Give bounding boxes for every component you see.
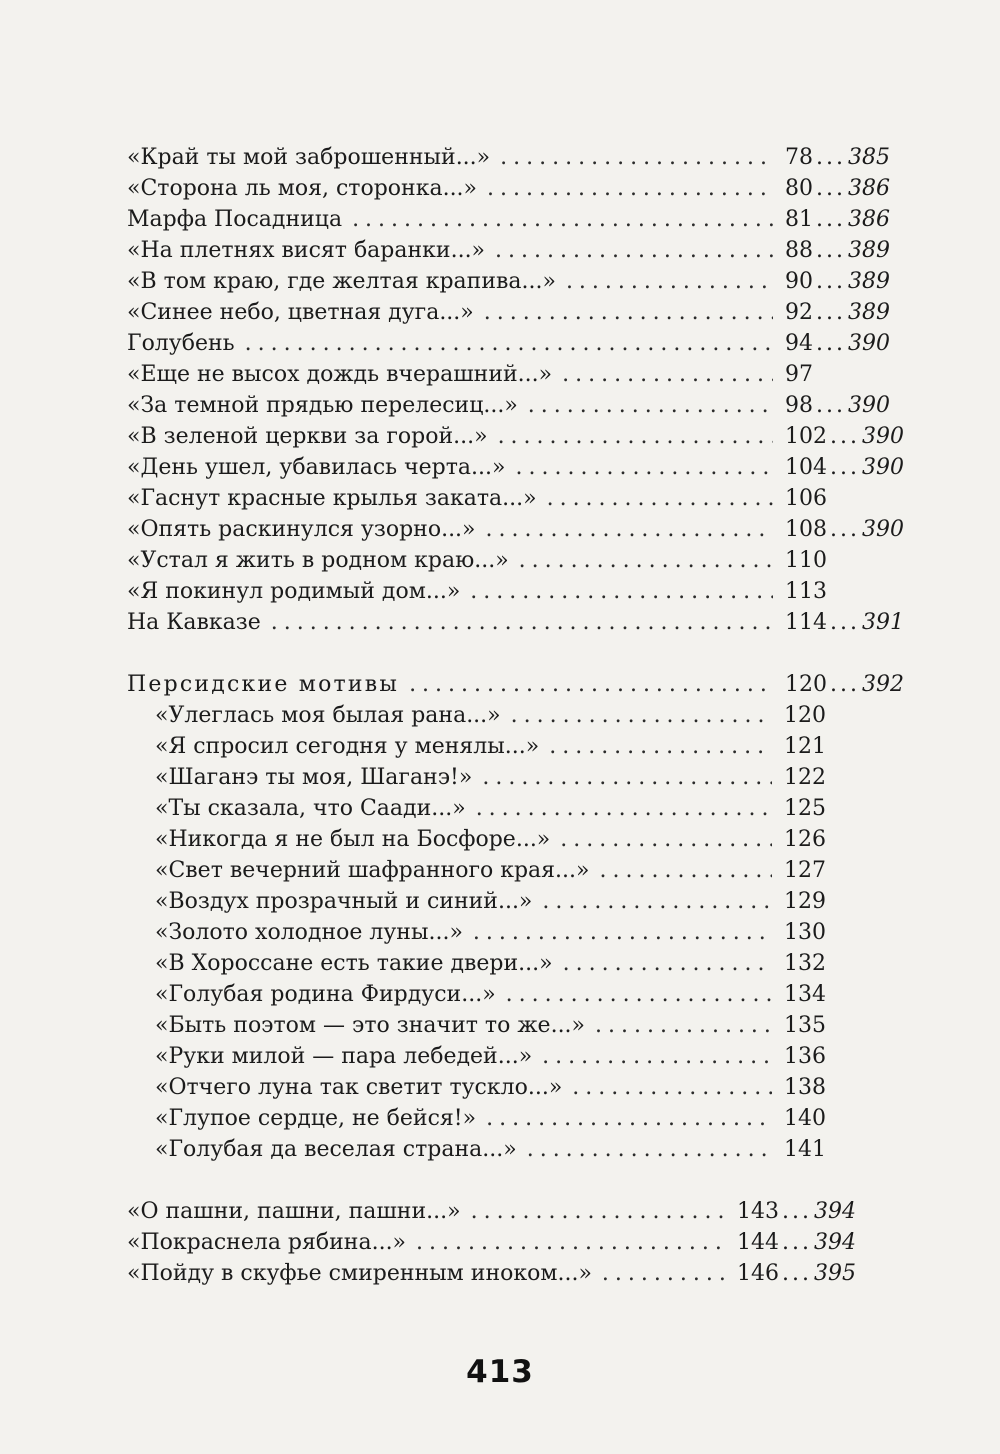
dot-leader: [416, 1227, 725, 1258]
toc-entry: [127, 452, 904, 483]
text-page-number: 138: [784, 1075, 826, 1100]
dot-leader: [572, 1072, 772, 1103]
dot-leader: [271, 607, 773, 638]
text-page-number: 90: [785, 269, 813, 294]
entry-page-ref: [784, 1103, 876, 1134]
commentary-page-number: 389: [847, 238, 890, 263]
toc-entry: [127, 1196, 877, 1227]
text-page-number: 113: [785, 579, 827, 604]
toc-subentry: [127, 793, 876, 824]
toc-subentry: [127, 762, 876, 793]
entry-page-ref: [785, 514, 904, 545]
entry-title: «Опять раскинулся узорно...»: [127, 517, 476, 542]
entry-page-ref: [784, 855, 876, 886]
dot-leader: [549, 731, 772, 762]
entry-page-ref: [784, 1134, 876, 1165]
entry-page-ref: [785, 545, 877, 576]
dot-leader: [487, 173, 773, 204]
text-page-number: 135: [784, 1013, 826, 1038]
text-page-number: 129: [784, 889, 826, 914]
entry-page-ref: [784, 979, 876, 1010]
text-page-number: 110: [785, 548, 827, 573]
entry-title: «День ушел, убавилась черта...»: [127, 455, 506, 480]
entry-title: «Край ты мой заброшенный...»: [127, 145, 491, 170]
dot-leader: [562, 359, 773, 390]
text-page-number: 134: [784, 982, 826, 1007]
page-separator-dots: ...: [816, 145, 846, 170]
page-separator-dots: ...: [816, 269, 846, 294]
entry-title: «Устал я жить в родном краю...»: [127, 548, 509, 573]
dot-leader: [516, 452, 774, 483]
toc-entry: [127, 173, 890, 204]
toc-subentry: [127, 1072, 876, 1103]
toc-entry: [127, 142, 890, 173]
entry-page-ref: [784, 1072, 876, 1103]
toc-subentry: [127, 1041, 876, 1072]
text-page-number: 144: [737, 1230, 779, 1255]
entry-page-ref: [737, 1196, 877, 1227]
entry-title: «Отчего луна так светит тускло...»: [155, 1075, 563, 1100]
commentary-page-number: 394: [813, 1199, 856, 1224]
text-page-number: 104: [785, 455, 827, 480]
toc-group-3: [127, 1196, 877, 1289]
entry-page-ref: [785, 173, 890, 204]
toc-subentry: [127, 700, 876, 731]
entry-page-ref: [784, 1010, 876, 1041]
entry-title: «В зеленой церкви за горой...»: [127, 424, 488, 449]
page-separator-dots: ...: [782, 1230, 812, 1255]
entry-page-ref: [785, 452, 904, 483]
entry-title: «Голубая да веселая страна...»: [155, 1137, 517, 1162]
page-separator-dots: ...: [782, 1261, 812, 1286]
page-separator-dots: ...: [830, 672, 860, 697]
entry-title: «Я покинул родимый дом...»: [127, 579, 461, 604]
page-separator-dots: ...: [816, 238, 846, 263]
dot-leader: [486, 1103, 772, 1134]
entry-page-ref: [785, 297, 890, 328]
entry-title: «Свет вечерний шафранного края...»: [155, 858, 590, 883]
dot-leader: [498, 421, 773, 452]
dot-leader: [500, 142, 773, 173]
text-page-number: 114: [785, 610, 827, 635]
toc-entry: [127, 576, 877, 607]
toc-entry: [127, 390, 890, 421]
entry-title: «Золото холодное луны...»: [155, 920, 463, 945]
entry-title: «Ты сказала, что Саади...»: [155, 796, 466, 821]
entry-page-ref: [784, 700, 876, 731]
text-page-number: 130: [784, 920, 826, 945]
table-of-contents: [127, 142, 904, 1289]
entry-title: Персидские мотивы: [127, 672, 400, 697]
entry-page-ref: [784, 1041, 876, 1072]
dot-leader: [476, 793, 772, 824]
text-page-number: 102: [785, 424, 827, 449]
text-page-number: 120: [785, 672, 827, 697]
page-separator-dots: ...: [830, 455, 860, 480]
text-page-number: 106: [785, 486, 827, 511]
entry-title: «Пойду в скуфье смиренным иноком...»: [127, 1261, 592, 1286]
entry-page-ref: [785, 607, 904, 638]
dot-leader: [482, 762, 772, 793]
text-page-number: 121: [784, 734, 826, 759]
dot-leader: [566, 266, 773, 297]
page-separator-dots: ...: [782, 1199, 812, 1224]
entry-page-ref: [785, 142, 890, 173]
text-page-number: 125: [784, 796, 826, 821]
commentary-page-number: 389: [847, 300, 890, 325]
dot-leader: [471, 1196, 725, 1227]
entry-page-ref: [784, 824, 876, 855]
entry-title: «Улеглась моя былая рана...»: [155, 703, 501, 728]
toc-subentry: [127, 1134, 876, 1165]
dot-leader: [495, 235, 773, 266]
text-page-number: 143: [737, 1199, 779, 1224]
toc-group-persian-motifs: [127, 669, 904, 1165]
text-page-number: 140: [784, 1106, 826, 1131]
text-page-number: 94: [785, 331, 813, 356]
toc-group-1: [127, 142, 904, 638]
toc-subentry: [127, 886, 876, 917]
entry-page-ref: [785, 669, 904, 700]
text-page-number: 122: [784, 765, 826, 790]
dot-leader: [470, 576, 773, 607]
commentary-page-number: 386: [847, 207, 890, 232]
entry-page-ref: [784, 886, 876, 917]
entry-page-ref: [785, 235, 890, 266]
dot-leader: [542, 1041, 772, 1072]
page-separator-dots: ...: [816, 300, 846, 325]
toc-subentry: [127, 855, 876, 886]
entry-page-ref: [784, 793, 876, 824]
commentary-page-number: 385: [847, 145, 890, 170]
entry-page-ref: [785, 328, 890, 359]
dot-leader: [528, 390, 773, 421]
entry-title: «Глупое сердце, не бейся!»: [155, 1106, 477, 1131]
dot-leader: [547, 483, 773, 514]
commentary-page-number: 392: [861, 672, 904, 697]
page-separator-dots: ...: [830, 610, 860, 635]
entry-title: «Быть поэтом — это значит то же...»: [155, 1013, 586, 1038]
dot-leader: [602, 1258, 725, 1289]
entry-title: «В Хороссане есть такие двери...»: [155, 951, 553, 976]
text-page-number: 81: [785, 207, 813, 232]
dot-leader: [519, 545, 773, 576]
commentary-page-number: 394: [813, 1230, 856, 1255]
entry-page-ref: [785, 204, 890, 235]
page-separator-dots: ...: [816, 393, 846, 418]
entry-title: «Воздух прозрачный и синий...»: [155, 889, 533, 914]
toc-entry: [127, 297, 890, 328]
entry-title: «Гаснут красные крылья заката...»: [127, 486, 537, 511]
entry-page-ref: [785, 266, 890, 297]
entry-title: На Кавказе: [127, 610, 261, 635]
entry-title: Марфа Посадница: [127, 207, 343, 232]
commentary-page-number: 390: [861, 517, 904, 542]
commentary-page-number: 389: [847, 269, 890, 294]
entry-page-ref: [785, 421, 904, 452]
toc-subentry: [127, 917, 876, 948]
page-number: 413: [466, 1354, 534, 1390]
entry-title: «О пашни, пашни, пашни...»: [127, 1199, 461, 1224]
dot-leader: [600, 855, 773, 886]
dot-leader: [473, 917, 772, 948]
toc-subentry: [127, 731, 876, 762]
entry-title: Голубень: [127, 331, 235, 356]
commentary-page-number: 391: [861, 610, 904, 635]
entry-title: «На плетнях висят баранки...»: [127, 238, 486, 263]
entry-page-ref: [784, 948, 876, 979]
text-page-number: 127: [784, 858, 826, 883]
entry-title: «Руки милой — пара лебедей...»: [155, 1044, 533, 1069]
toc-subentry: [127, 824, 876, 855]
text-page-number: 98: [785, 393, 813, 418]
commentary-page-number: 390: [861, 424, 904, 449]
toc-subentry: [127, 948, 876, 979]
entry-title: «За темной прядью перелесиц...»: [127, 393, 518, 418]
toc-entry: [127, 483, 877, 514]
dot-leader: [527, 1134, 772, 1165]
entry-title: «Я спросил сегодня у менялы...»: [155, 734, 540, 759]
toc-entry: [127, 266, 890, 297]
page-separator-dots: ...: [816, 331, 846, 356]
dot-leader: [506, 979, 772, 1010]
text-page-number: 136: [784, 1044, 826, 1069]
entry-page-ref: [785, 576, 877, 607]
dot-leader: [352, 204, 773, 235]
page-separator-dots: ...: [830, 424, 860, 449]
toc-entry: [127, 545, 877, 576]
dot-leader: [409, 669, 773, 700]
toc-entry: [127, 235, 890, 266]
text-page-number: 120: [784, 703, 826, 728]
dot-leader: [595, 1010, 772, 1041]
dot-leader: [511, 700, 772, 731]
entry-page-ref: [784, 917, 876, 948]
text-page-number: 126: [784, 827, 826, 852]
entry-title: «Сторона ль моя, сторонка...»: [127, 176, 478, 201]
entry-title: «Голубая родина Фирдуси...»: [155, 982, 496, 1007]
entry-page-ref: [737, 1258, 877, 1289]
dot-leader: [486, 514, 773, 545]
text-page-number: 97: [785, 362, 813, 387]
entry-page-ref: [785, 359, 877, 390]
commentary-page-number: 395: [813, 1261, 856, 1286]
commentary-page-number: 390: [847, 393, 890, 418]
entry-page-ref: [785, 483, 877, 514]
toc-subentry: [127, 1103, 876, 1134]
entry-page-ref: [784, 731, 876, 762]
toc-subentry: [127, 1010, 876, 1041]
dot-leader: [245, 328, 773, 359]
toc-section-heading: [127, 669, 904, 700]
toc-subentry: [127, 979, 876, 1010]
text-page-number: 78: [785, 145, 813, 170]
toc-entry: [127, 421, 904, 452]
entry-page-ref: [784, 762, 876, 793]
entry-title: «Никогда я не был на Босфоре...»: [155, 827, 551, 852]
toc-entry: [127, 1227, 877, 1258]
toc-entry: [127, 514, 904, 545]
entry-title: «В том краю, где желтая крапива...»: [127, 269, 556, 294]
dot-leader: [563, 948, 772, 979]
commentary-page-number: 390: [847, 331, 890, 356]
text-page-number: 92: [785, 300, 813, 325]
dot-leader: [542, 886, 772, 917]
commentary-page-number: 386: [847, 176, 890, 201]
toc-entry: [127, 359, 877, 390]
text-page-number: 132: [784, 951, 826, 976]
page-separator-dots: ...: [816, 176, 846, 201]
entry-page-ref: [737, 1227, 877, 1258]
toc-entry: [127, 607, 904, 638]
page-separator-dots: ...: [816, 207, 846, 232]
text-page-number: 108: [785, 517, 827, 542]
entry-title: «Покраснела рябина...»: [127, 1230, 407, 1255]
text-page-number: 146: [737, 1261, 779, 1286]
toc-entry: [127, 328, 890, 359]
entry-page-ref: [785, 390, 890, 421]
text-page-number: 88: [785, 238, 813, 263]
entry-title: «Шаганэ ты моя, Шаганэ!»: [155, 765, 473, 790]
entry-title: «Еще не высох дождь вчерашний...»: [127, 362, 553, 387]
text-page-number: 80: [785, 176, 813, 201]
toc-entry: [127, 1258, 877, 1289]
page-separator-dots: ...: [830, 517, 860, 542]
toc-entry: [127, 204, 890, 235]
commentary-page-number: 390: [861, 455, 904, 480]
dot-leader: [560, 824, 772, 855]
entry-title: «Синее небо, цветная дуга...»: [127, 300, 474, 325]
text-page-number: 141: [784, 1137, 826, 1162]
dot-leader: [484, 297, 773, 328]
